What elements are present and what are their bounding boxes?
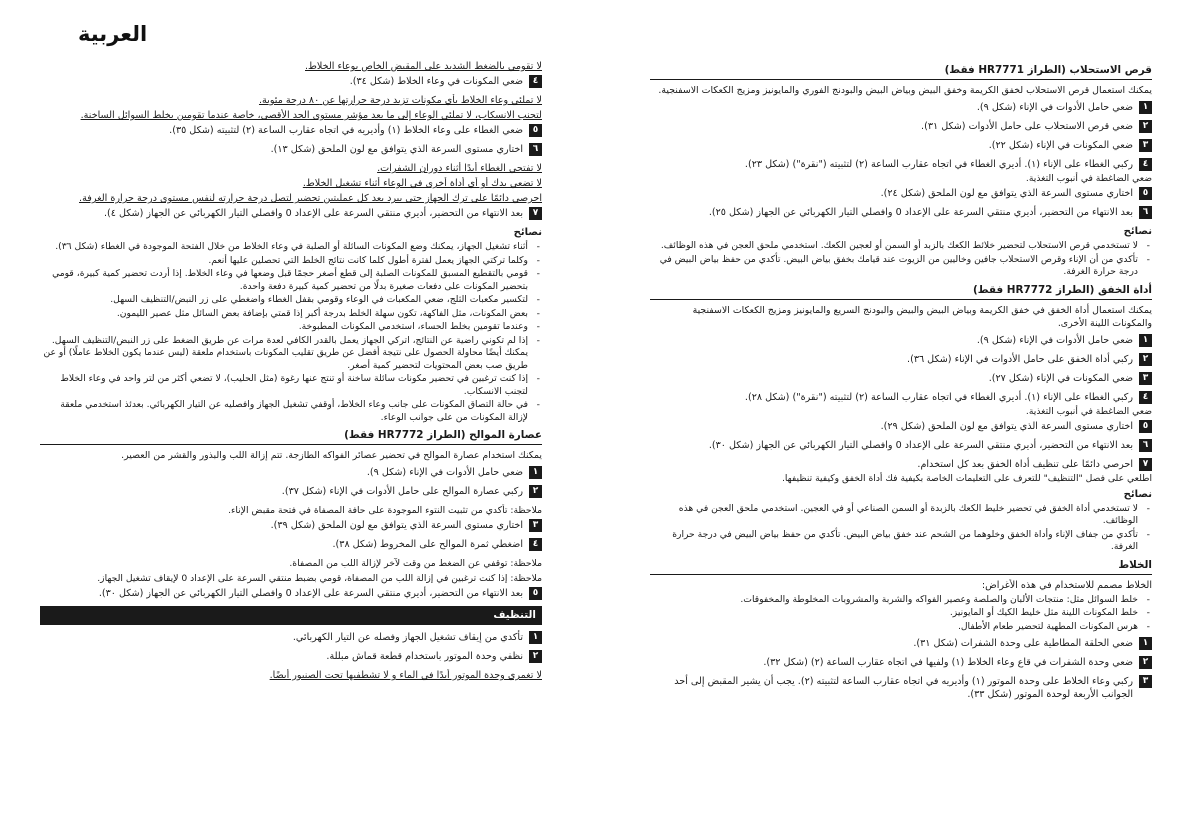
step-number: ٦ (1139, 206, 1152, 219)
list-item: - خلط السوائل مثل: منتجات الألبان والصلصة وعصير الفواكه والشربة والمشروبات المخلوطة والمخفوقات. (650, 594, 1152, 607)
tips-heading: نصائح (1123, 226, 1152, 237)
step-number: ٢ (1139, 353, 1152, 366)
blender-right-step-1 (650, 637, 1152, 650)
list-item: - في حالة التصاق المكونات على جانب وعاء الخلاط، أوقفي تشغيل الجهاز وافصليه عن التيار الكهربائي. بعدئذ استخدمي ملعقة لإزالة المكونات من على جوانب الوعاء. (40, 399, 542, 424)
step-text: اختاري مستوى السرعة الذي يتوافق مع لون الملحق (شكل ٢٩). (880, 420, 1133, 432)
section-intro: يمكنك استعمال قرص الاستحلاب لخفق الكريمة وخفق البيض وبياض البيض والبودنج الفوري والمايونيز ومزيج الكعكات الاسفنجية. (658, 85, 1152, 96)
step-number: ٥ (529, 124, 542, 137)
blender-right-step-2 (650, 656, 1152, 669)
juicer-step-2 (40, 485, 542, 498)
step-number: ١ (529, 631, 542, 644)
list-item: - إذا لم تكوني راضية عن النتائج، اتركي الجهاز يعمل بالقدر الكافي لعدة مرات عن طريق الضغط على زر النبض/التنظيف السهل. يمكنك أيضًا محاولة الحصول على نتيجة أفضل عن طريق تقليب المكونات باستخدام ملعقة (ليس عندما يكون الخلاط عاملًا) أو عن طريق صب بعض المحتويات لتحضير كمية أصغر. (40, 335, 542, 373)
step-text: ضعي الحلقة المطاطية على وحدة الشفرات (شكل ٣١). (913, 638, 1133, 649)
step-number: ٥ (1139, 187, 1152, 200)
list-item: - لا تستخدمي قرص الاستحلاب لتحضير خلائط الكعك بالزبد أو السمن أو لعجين الكعك. استخدمي ملحق العجن في هذه الوظائف. (650, 240, 1152, 253)
step-text: ركبي أداة الخفق على حامل الأدوات في الإناء (شكل ٣٦). (907, 353, 1133, 365)
blender-step-7 (40, 207, 542, 220)
step-text: ركبي الغطاء على الإناء (١). أديري الغطاء في اتجاه عقارب الساعة (٢) لتثبيته ("نقرة") (شكل ٢٨). (744, 391, 1133, 403)
step-number: ١ (1139, 334, 1152, 347)
step-number: ٤ (529, 75, 542, 88)
beater-step-1 (650, 334, 1152, 347)
step-text: ضعي المكونات في الإناء (شكل ٢٧). (988, 372, 1133, 384)
step-number: ٢ (529, 485, 542, 498)
list-item: - خلط المكونات اللينة مثل خليط الكيك أو المايونيز. (650, 607, 1152, 620)
step-text: ضعي حامل الأدوات في الإناء (شكل ٩). (366, 467, 523, 478)
step-number: ٤ (1139, 391, 1152, 404)
step-text: ركبي وعاء الخلاط على وحدة الموتور (١) وأديريه في اتجاه عقارب الساعة لتثبيته (٢). يجب أن يشير المقبض إلى أحد الجوانب الأربعة لوحدة الموتور (شكل ٣٣). (674, 676, 1133, 700)
note-text: ملاحظة: إذا كنت ترغبين في إزالة اللب من المصفاة، قومي بضبط منتقي السرعة على الإعداد 0 لإيقاف تشغيل الجهاز. (97, 573, 542, 584)
list-item: - هرس المكونات المطهية لتحضير طعام الأطفال. (650, 621, 1152, 634)
beater-step-6 (650, 439, 1152, 452)
blender-step-6 (40, 143, 542, 156)
note-text: ضعي الضاغطة في أنبوب التغذية. (1025, 173, 1152, 184)
section-title-beater: أداة الخفق (الطراز HR7772 فقط) (650, 283, 1152, 300)
list-item: - وعندما تقومين بخلط الحساء، استخدمي المكونات المطبوخة. (40, 321, 542, 334)
step-text: ضعي حامل الأدوات في الإناء (شكل ٩). (976, 334, 1133, 346)
step-text: ضعي حامل الأدوات في الإناء (شكل ٩). (976, 102, 1133, 113)
step-text: ضعي المكونات في الإناء (شكل ٢٢). (988, 140, 1133, 151)
step-number: ٦ (529, 143, 542, 156)
tips-list (650, 503, 1152, 554)
step-text: تأكدي من إيقاف تشغيل الجهاز وفصله عن التيار الكهربائي. (292, 632, 523, 643)
list-item: - لا تستخدمي أداة الخفق في تحضير خليط الكعك بالزبدة أو السمن الصناعي أو في العجين. استخدمي ملحق العجن في هذه الوظائف. (650, 503, 1152, 528)
step-text: اضغطي ثمرة الموالح على المخروط (شكل ٣٨). (332, 539, 523, 550)
section-title-blender: الخلاط (650, 558, 1152, 575)
beater-step-3 (650, 372, 1152, 385)
list-item: - بعض المكونات، مثل الفاكهة، تكون سهلة الخلط بدرجة أكبر إذا قمتي بإضافة بعض السائل مثل عصير الليمون. (40, 308, 542, 321)
step-text: ركبي الغطاء على الإناء (١). أديري الغطاء في اتجاه عقارب الساعة (٢) لتثبيته ("نقرة") (شكل ٢٣). (744, 159, 1133, 170)
step-number: ١ (1139, 637, 1152, 650)
step-text: ضعي الغطاء على وعاء الخلاط (١) وأديريه في اتجاه عقارب الساعة (٢) لتثبيته (شكل ٣٥). (169, 125, 523, 136)
juicer-step-3 (40, 519, 542, 532)
tips-list (650, 240, 1152, 279)
section-title-whisk: قرص الاستحلاب (الطراز HR7771 فقط) (650, 63, 1152, 80)
blender-step-4 (40, 75, 542, 88)
step-number: ٥ (529, 587, 542, 600)
left-column (40, 60, 542, 832)
step-number: ٧ (1139, 458, 1152, 471)
step-text: ضعي المكونات في وعاء الخلاط (شكل ٣٤). (349, 76, 523, 87)
tips-heading: نصائح (1123, 488, 1152, 500)
uses-list (650, 594, 1152, 634)
whisk-step-4 (650, 158, 1152, 171)
step-number: ٣ (1139, 139, 1152, 152)
step-number: ٥ (1139, 420, 1152, 433)
step-number: ٤ (529, 538, 542, 551)
step-number: ٣ (1139, 675, 1152, 688)
step-text: بعد الانتهاء من التحضير، أديري منتقي السرعة على الإعداد 0 وافصلي التيار الكهربائي عن الجهاز (شكل ٢٥). (708, 207, 1133, 218)
step-number: ٢ (529, 650, 542, 663)
step-number: ٢ (1139, 120, 1152, 133)
whisk-step-3 (650, 139, 1152, 152)
step-text: بعد الانتهاء من التحضير، أديري منتقي السرعة على الإعداد 0 وافصلي التيار الكهربائي عن الجهاز (شكل ٤). (103, 208, 523, 219)
step-text: احرصي دائمًا على تنظيف أداة الخفق بعد كل استخدام. (917, 458, 1133, 470)
step-number: ٣ (529, 519, 542, 532)
beater-step-7 (650, 458, 1152, 471)
step-text: اختاري مستوى السرعة الذي يتوافق مع لون الملحق (شكل ٣٩). (270, 520, 523, 531)
page-language-title: العربية (78, 22, 148, 46)
step-text: اختاري مستوى السرعة الذي يتوافق مع لون الملحق (شكل ٢٤). (880, 188, 1133, 199)
warning-text: احرصي دائمًا على ترك الجهاز حتى يبرد بعد كل عمليتين تحضير لتصل درجة حرارته لنفس مستوى درجة حرارة الغرفة. (79, 193, 542, 204)
step-text: ضعي وحدة الشفرات في قاع وعاء الخلاط (١) ولفيها في اتجاه عقارب الساعة (٢) (شكل ٣٢). (763, 657, 1133, 668)
warning-text: لا تملئي وعاء الخلاط بأي مكونات تزيد درجة حرارتها عن ٨٠ درجة مئوية. (258, 95, 542, 106)
section-intro: الخلاط مصمم للاستخدام في هذه الأغراض: (981, 579, 1152, 591)
whisk-step-1 (650, 101, 1152, 114)
tips-list (40, 241, 542, 424)
section-intro: يمكنك استعمال أداة الخفق في خفق الكريمة وبياض البيض والبيض والبودنج السريع والمايونيز ومزيج الكعكات الاسفنجية والمكونات اللينة الأخرى. (692, 304, 1152, 329)
juicer-step-1 (40, 466, 542, 479)
juicer-step-4 (40, 538, 542, 551)
step-number: ٤ (1139, 158, 1152, 171)
step-number: ١ (1139, 101, 1152, 114)
warning-text: لا تغمري وحدة الموتور أبدًا في الماء و لا تشطفيها تحت الصنبور أيضًا. (269, 670, 542, 681)
step-text: اختاري مستوى السرعة الذي يتوافق مع لون الملحق (شكل ١٣). (270, 144, 523, 155)
step-number: ٧ (529, 207, 542, 220)
warning-text: لا تفتحي الغطاء أبدًا أثناء دوران الشفرات. (377, 163, 542, 174)
beater-step-4 (650, 391, 1152, 404)
right-column (650, 60, 1152, 832)
beater-step-5 (650, 420, 1152, 433)
list-item: - إذا كنت ترغبين في تحضير مكونات سائلة ساخنة أو تنتج عنها رغوة (مثل الحليب)، لا تضعي أكثر من لتر واحد في وعاء الخلاط لتجنب الانسكاب. (40, 373, 542, 398)
beater-step-2 (650, 353, 1152, 366)
cleaning-step-1 (40, 631, 542, 644)
step-number: ٢ (1139, 656, 1152, 669)
list-item: - وكلما تركتي الجهاز يعمل لفترة أطول كلما كانت نتائج الخلط التي تحصلين عليها أنعم. (40, 255, 542, 268)
step-text: ضعي قرص الاستحلاب على حامل الأدوات (شكل ٣١). (921, 121, 1133, 132)
note-text: ملاحظة: تأكدي من تثبيت النتوء الموجودة على حافة المصفاة في فتحة مقبض الإناء. (228, 505, 542, 516)
step-text: بعد الانتهاء من التحضير، أديري منتقي السرعة على الإعداد 0 وافصلي التيار الكهربائي عن الجهاز (شكل ٣٠). (98, 588, 523, 599)
section-title-citrus-press: عصارة الموالح (الطراز HR7772 فقط) (40, 428, 542, 445)
list-item: - قومي بالتقطيع المسبق للمكونات الصلبة إلى قطع أصغر حجمًا قبل وضعها في وعاء الخلاط. إذا أردت تحضير كمية كبيرة، قومي بتحضير المكونات على دفعات صغيرة بدلًا من تحضير كمية كبيرة دفعة واحدة. (40, 268, 542, 293)
step-number: ١ (529, 466, 542, 479)
warning-text: لتجنب الانسكاب، لا تملئي الوعاء إلى ما بعد مؤشر مستوى الحد الأقصى، خاصة عندما تقومين بخلط السوائل الساخنة. (80, 110, 542, 121)
step-number: ٦ (1139, 439, 1152, 452)
note-text: ملاحظة: توقفي عن الضغط من وقت لآخر لإزالة اللب من المصفاة. (289, 558, 542, 569)
step-text: بعد الانتهاء من التحضير، أديري منتقي السرعة على الإعداد 0 وافصلي التيار الكهربائي عن الجهاز (شكل ٣٠). (708, 439, 1133, 451)
note-text: اطلعي على فصل "التنظيف" للتعرف على التعليمات الخاصة بكيفية فك أداة الخفق وكيفية تنظيفها. (781, 472, 1152, 484)
list-item: - أثناء تشغيل الجهاز، يمكنك وضع المكونات السائلة أو الصلبة في وعاء الخلاط من خلال الفتحة الموجودة في الغطاء (شكل ٣٦). (40, 241, 542, 254)
step-number: ٣ (1139, 372, 1152, 385)
section-intro: يمكنك استخدام عصارة الموالح في تحضير عصائر الفواكه الطازجة. تتم إزالة اللب والبذور والقشر من العصير. (121, 450, 542, 461)
note-text: ضعي الضاغطة في أنبوب التغذية. (1025, 405, 1152, 417)
whisk-step-6 (650, 206, 1152, 219)
whisk-step-5 (650, 187, 1152, 200)
tips-heading: نصائح (513, 227, 542, 238)
section-title-cleaning: التنظيف (40, 606, 542, 625)
warning-text: لا تقومي بالضغط الشديد على المقبض الخاص بوعاء الخلاط. (305, 61, 542, 72)
cleaning-step-2 (40, 650, 542, 663)
step-text: نظفي وحدة الموتور باستخدام قطعة قماش مبللة. (326, 651, 523, 662)
blender-step-5 (40, 124, 542, 137)
juicer-step-5 (40, 587, 542, 600)
whisk-step-2 (650, 120, 1152, 133)
list-item: - لتكسير مكعبات الثلج، ضعي المكعبات في الوعاء وقومي بقفل الغطاء واضغطي على زر النبض/التنظيف السهل. (40, 294, 542, 307)
blender-right-step-3 (650, 675, 1152, 701)
list-item: - تأكدي من أن الإناء وقرص الاستحلاب جافين وخاليين من الزيوت عند قيامك بخفق بياض البيض. تأكدي من حفظ بياض البيض في درجة حرارة الغرفة. (650, 254, 1152, 279)
list-item: - تأكدي من جفاف الإناء وأداة الخفق وخلوهما من الشحم عند خفق بياض البيض. تأكدي من حفظ بياض البيض في درجة حرارة الغرفة. (650, 529, 1152, 554)
warning-text: لا تضعي يدك أو أي أداة أخرى في الوعاء أثناء تشغيل الخلاط. (302, 178, 542, 189)
step-text: ركبي عصارة الموالح على حامل الأدوات في الإناء (شكل ٣٧). (281, 486, 523, 497)
